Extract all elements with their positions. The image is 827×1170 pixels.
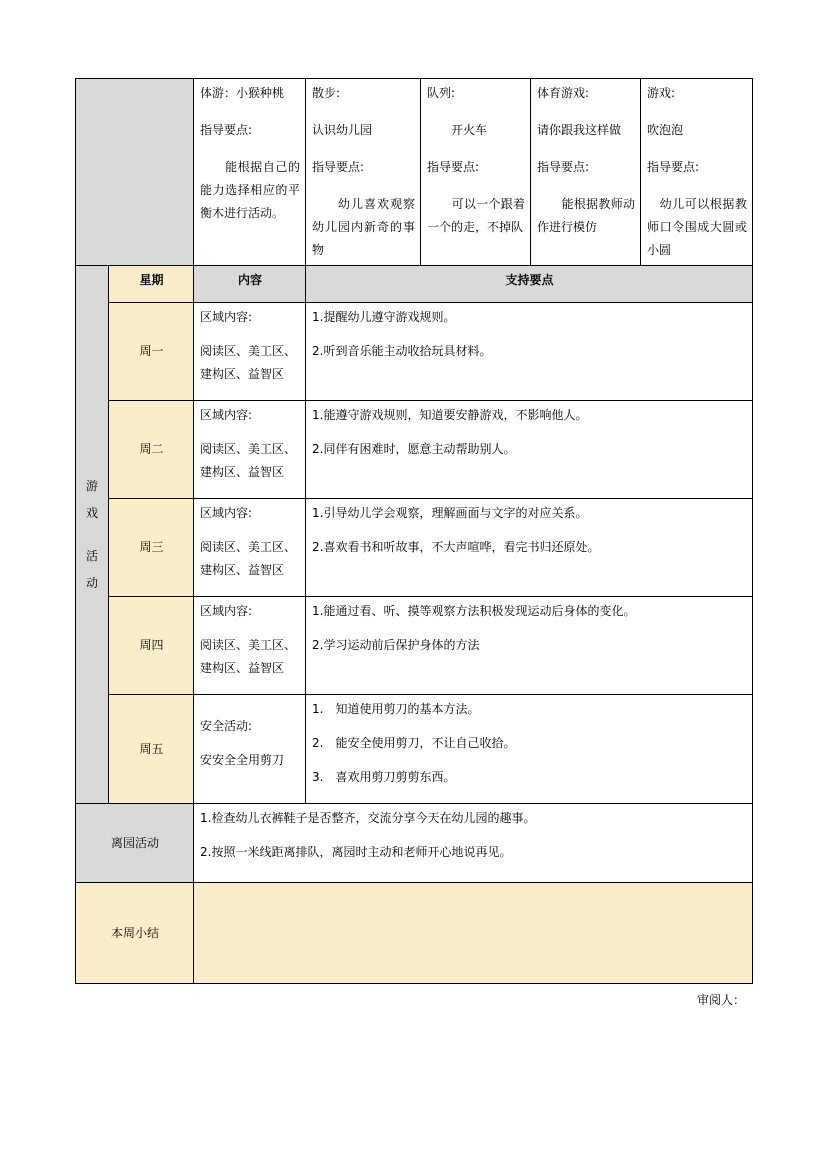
paragraph: 指导要点: xyxy=(200,123,253,137)
corner-empty-cell xyxy=(76,79,194,266)
paragraph: 阅读区、美工区、建构区、益智区 xyxy=(200,540,297,577)
paragraph: 阅读区、美工区、建构区、益智区 xyxy=(200,638,297,675)
departure-row xyxy=(76,804,753,883)
summary-label: 本周小结 xyxy=(76,883,194,984)
week-label: 周五 xyxy=(109,695,194,804)
schedule-row-tuesday xyxy=(76,401,753,499)
support-cell xyxy=(306,695,753,804)
vertical-label-char: 游 xyxy=(85,478,98,493)
summary-content xyxy=(194,883,753,984)
top-activities-row xyxy=(76,79,753,266)
paragraph: 开火车 xyxy=(427,123,488,137)
paragraph: 幼儿可以根据教师口令围成大圆或小圆 xyxy=(647,197,747,257)
paragraph: 指导要点: xyxy=(427,160,480,174)
schedule-row-friday xyxy=(76,695,753,804)
paragraph: 体育游戏: xyxy=(537,86,590,100)
paragraph: 阅读区、美工区、建构区、益智区 xyxy=(200,442,297,479)
week-label: 周三 xyxy=(109,499,194,597)
week-label: 周四 xyxy=(109,597,194,695)
vertical-label-char: 活 xyxy=(85,548,98,563)
paragraph: 安全活动: xyxy=(200,719,253,733)
outdoor-activity-cell xyxy=(194,79,306,266)
support-item: 2.同伴有困难时，愿意主动帮助别人。 xyxy=(312,442,516,456)
support-item: 1.能遵守游戏规则，知道要安静游戏，不影响他人。 xyxy=(312,408,588,422)
paragraph: 区域内容: xyxy=(200,408,253,422)
support-item: 3. 喜欢用剪刀剪剪东西。 xyxy=(312,770,456,784)
walk-activity-cell xyxy=(306,79,421,266)
content-cell xyxy=(194,695,306,804)
support-item: 1.能通过看、听、摸等观察方法积极发现运动后身体的变化。 xyxy=(312,604,636,618)
paragraph: 阅读区、美工区、建构区、益智区 xyxy=(200,344,297,381)
header-week: 星期 xyxy=(109,266,194,303)
schedule-row-wednesday xyxy=(76,499,753,597)
vertical-label-char: 动 xyxy=(85,575,98,590)
paragraph: 游戏: xyxy=(647,86,676,100)
queue-activity-cell xyxy=(421,79,531,266)
schedule-header-row xyxy=(76,266,753,303)
support-item: 2.学习运动前后保护身体的方法 xyxy=(312,638,480,652)
header-support-points: 支持要点 xyxy=(306,266,753,303)
section-label-game-activities xyxy=(76,266,109,804)
week-label: 周二 xyxy=(109,401,194,499)
schedule-row-monday xyxy=(76,303,753,401)
departure-item: 1.检查幼儿衣裤鞋子是否整齐，交流分享今天在幼儿园的趣事。 xyxy=(200,811,536,825)
support-item: 2.听到音乐能主动收拾玩具材料。 xyxy=(312,344,492,358)
content-cell xyxy=(194,597,306,695)
departure-label: 离园活动 xyxy=(76,804,194,883)
support-cell xyxy=(306,597,753,695)
paragraph: 可以一个跟着一个的走，不掉队 xyxy=(427,197,525,234)
paragraph: 能根据自己的能力选择相应的平衡木进行活动。 xyxy=(200,160,300,220)
paragraph: 认识幼儿园 xyxy=(312,123,373,137)
summary-row xyxy=(76,883,753,984)
content-cell xyxy=(194,401,306,499)
paragraph: 区域内容: xyxy=(200,310,253,324)
support-cell xyxy=(306,499,753,597)
header-content: 内容 xyxy=(194,266,306,303)
paragraph: 队列: xyxy=(427,86,456,100)
sports-game-cell xyxy=(531,79,641,266)
support-item: 1.引导幼儿学会观察，理解画面与文字的对应关系。 xyxy=(312,506,588,520)
paragraph: 指导要点: xyxy=(537,160,590,174)
paragraph: 散步: xyxy=(312,86,341,100)
content-cell xyxy=(194,499,306,597)
support-item: 1. 知道使用剪刀的基本方法。 xyxy=(312,702,480,716)
support-cell xyxy=(306,303,753,401)
support-cell xyxy=(306,401,753,499)
game-cell xyxy=(641,79,753,266)
paragraph: 区域内容: xyxy=(200,506,253,520)
schedule-row-thursday xyxy=(76,597,753,695)
weekly-plan-table xyxy=(75,78,753,984)
paragraph: 区域内容: xyxy=(200,604,253,618)
paragraph: 安安全全用剪刀 xyxy=(200,753,285,767)
paragraph: 请你跟我这样做 xyxy=(537,123,622,137)
departure-content xyxy=(194,804,753,883)
week-label: 周一 xyxy=(109,303,194,401)
departure-item: 2.按照一米线距离排队，离园时主动和老师开心地说再见。 xyxy=(200,845,512,859)
paragraph: 吹泡泡 xyxy=(647,123,684,137)
paragraph: 体游：小猴种桃 xyxy=(200,86,285,100)
reviewer-label: 审阅人： xyxy=(697,993,746,1007)
support-item: 2. 能安全使用剪刀，不让自己收拾。 xyxy=(312,736,516,750)
content-cell xyxy=(194,303,306,401)
support-item: 2.喜欢看书和听故事，不大声喧哗，看完书归还原处。 xyxy=(312,540,600,554)
paragraph: 指导要点: xyxy=(647,160,700,174)
support-item: 1.提醒幼儿遵守游戏规则。 xyxy=(312,310,456,324)
vertical-label-char: 戏 xyxy=(85,505,98,520)
paragraph: 指导要点: xyxy=(312,160,365,174)
paragraph: 幼儿喜欢观察幼儿园内新奇的事物 xyxy=(312,197,415,257)
paragraph: 能根据教师动作进行模仿 xyxy=(537,197,635,234)
